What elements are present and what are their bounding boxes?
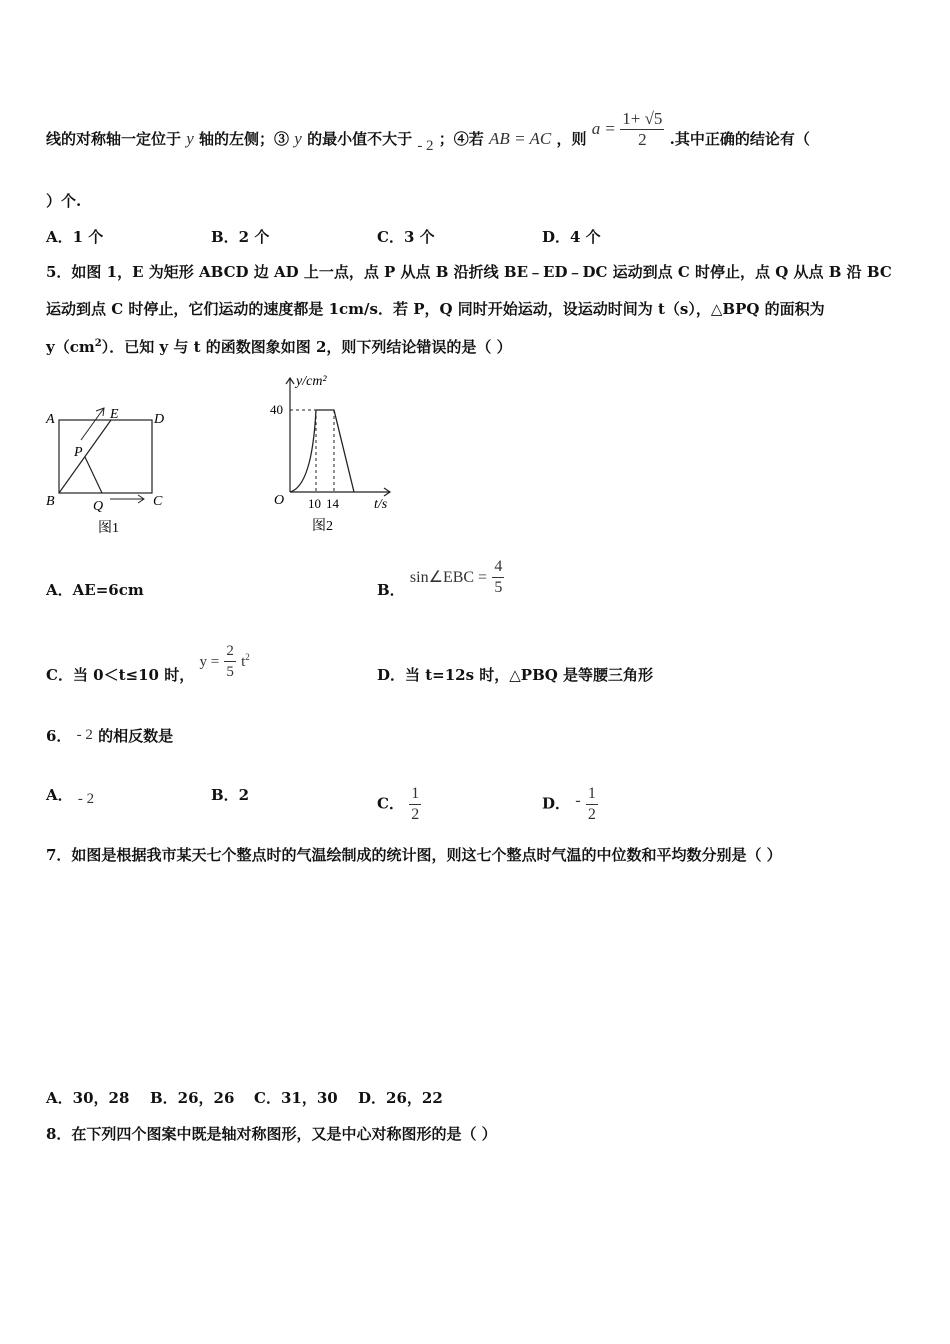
q4-text-b: 轴的左侧；③ bbox=[199, 130, 290, 148]
q4-eq-ab: AB = AC bbox=[489, 129, 552, 148]
q4-eq-sign: = bbox=[605, 119, 616, 138]
q4-text-c: 的最小值不大于 bbox=[307, 130, 413, 148]
q7-option-c: C．31，30 bbox=[254, 1089, 338, 1107]
q5-option-a: A．AE=6cm bbox=[46, 581, 144, 599]
figure-2-function-graph bbox=[262, 368, 402, 540]
q6-option-d-fraction bbox=[586, 784, 598, 825]
q4-text-a: 线的对称轴一定位于 bbox=[46, 130, 182, 148]
q6-option-d bbox=[542, 784, 598, 825]
figure-2-caption: 图2 bbox=[312, 519, 333, 534]
q7-option-a: A．30，28 bbox=[46, 1089, 130, 1107]
q4-option-d: D．4 个 bbox=[542, 228, 601, 246]
q5-option-b-num: 4 bbox=[492, 557, 504, 578]
q6-option-c-label: C． bbox=[377, 794, 404, 813]
q5-option-b-fraction bbox=[492, 557, 504, 598]
label-c: C bbox=[153, 494, 163, 509]
q7-option-d: D．26，22 bbox=[358, 1089, 443, 1107]
segment-pq bbox=[85, 457, 102, 493]
q6-option-a-label: A． bbox=[46, 786, 73, 804]
tick-14: 14 bbox=[326, 496, 339, 511]
q4-var-y-2: y bbox=[294, 129, 302, 148]
q4-frac-num: 1+ √5 bbox=[622, 108, 663, 128]
q5-option-b-den: 5 bbox=[494, 578, 503, 596]
y-axis-label: y/cm² bbox=[296, 374, 327, 389]
q5-option-c-den: 5 bbox=[226, 663, 234, 680]
q5-option-c-label: C．当 0＜t≤10 时， bbox=[46, 666, 195, 684]
q5-option-c-fraction bbox=[224, 641, 236, 682]
x-axis-label: t/s bbox=[374, 497, 388, 512]
q8-stem: 8．在下列四个图案中既是轴对称图形，又是中心对称图形的是（ ） bbox=[46, 1125, 497, 1143]
label-q: Q bbox=[93, 499, 104, 514]
q5-option-b-expr: sin∠EBC = bbox=[409, 569, 488, 586]
q5-option-b bbox=[377, 557, 504, 600]
q6-option-d-num: 1 bbox=[586, 784, 598, 805]
q5-option-c-t: t bbox=[241, 654, 246, 670]
q5-option-b-label: B． bbox=[377, 581, 405, 599]
q4-option-c: C．3 个 bbox=[377, 228, 435, 246]
q6-option-a bbox=[46, 784, 94, 805]
q5-option-c-expr: y = bbox=[199, 654, 220, 670]
origin-label: O bbox=[274, 493, 285, 508]
q7-option-b: B．26，26 bbox=[150, 1089, 235, 1107]
q5-line1: 5．如图 1，E 为矩形 ABCD 边 AD 上一点，点 P 从点 B 沿折线 BE﹣ED﹣DC 运动到点 C 时停止，点 Q 从点 B 沿 BC bbox=[46, 263, 892, 281]
label-e: E bbox=[110, 407, 119, 422]
q5-option-c-num: 2 bbox=[224, 641, 236, 662]
tick-10: 10 bbox=[308, 496, 321, 511]
q5-line3 bbox=[46, 336, 512, 357]
q5-line3-a: y（cm bbox=[46, 338, 95, 356]
q4-text-e: ，则 bbox=[556, 130, 587, 148]
q5-line2: 运动到点 C 时停止，它们运动的速度都是 1cm/s．若 P，Q 同时开始运动，设运动时间为 t（s），△BPQ 的面积为 bbox=[46, 300, 825, 318]
label-b: B bbox=[46, 494, 55, 509]
segment-be bbox=[59, 420, 111, 493]
q4-frac-den: 2 bbox=[638, 129, 647, 149]
q4-neg2: - 2 bbox=[417, 138, 434, 154]
q7-stem: 7．如图是根据我市某天七个整点时的气温绘制成的统计图，则这七个整点时气温的中位数和平均数分别是（ ） bbox=[46, 846, 782, 864]
figure-1-rectangle-diagram bbox=[40, 400, 180, 540]
q6-neg2: - 2 bbox=[76, 727, 93, 743]
q6-option-a-value: - 2 bbox=[77, 791, 95, 807]
q6-option-b: B．2 bbox=[211, 786, 250, 804]
q6-option-d-den: 2 bbox=[587, 806, 596, 823]
tick-40: 40 bbox=[270, 402, 283, 417]
q4-fraction bbox=[620, 109, 664, 150]
q4-option-b: B．2 个 bbox=[211, 228, 270, 246]
q6-option-c-num: 1 bbox=[409, 784, 421, 805]
label-p: P bbox=[74, 445, 83, 460]
q6-option-c-den: 2 bbox=[411, 806, 420, 823]
q4-var-a: a bbox=[591, 119, 601, 138]
q4-text-d: ；④若 bbox=[438, 130, 484, 148]
q6-option-c-fraction bbox=[409, 784, 421, 825]
q6-option-d-minus: - bbox=[575, 791, 581, 809]
q6-stem bbox=[46, 725, 173, 746]
label-d: D bbox=[154, 412, 165, 427]
q6-option-d-label: D． bbox=[542, 794, 571, 813]
q4-var-y: y bbox=[186, 129, 194, 148]
label-a: A bbox=[46, 412, 55, 427]
q5-option-d: D．当 t=12s 时，△PBQ 是等腰三角形 bbox=[377, 666, 654, 684]
q6-number: 6． bbox=[46, 727, 72, 745]
rect-abcd bbox=[59, 420, 152, 493]
q4-option-a: A．1 个 bbox=[46, 228, 104, 246]
q5-option-c bbox=[46, 642, 250, 685]
q5-line3-b: ）．已知 y 与 t 的函数图象如图 2，则下列结论错误的是（ ） bbox=[101, 338, 512, 356]
figure-1-caption: 图1 bbox=[98, 521, 119, 536]
q4-line2: ）个. bbox=[46, 192, 82, 210]
q5-line3-sup: 2 bbox=[94, 338, 102, 349]
q4-line1 bbox=[46, 108, 810, 154]
q6-option-c bbox=[377, 784, 421, 825]
q6-stem-text: 的相反数是 bbox=[98, 727, 174, 745]
q5-option-c-sup: 2 bbox=[245, 652, 250, 662]
function-curve bbox=[290, 410, 354, 492]
q4-text-f: .其中正确的结论有（ bbox=[669, 130, 810, 148]
